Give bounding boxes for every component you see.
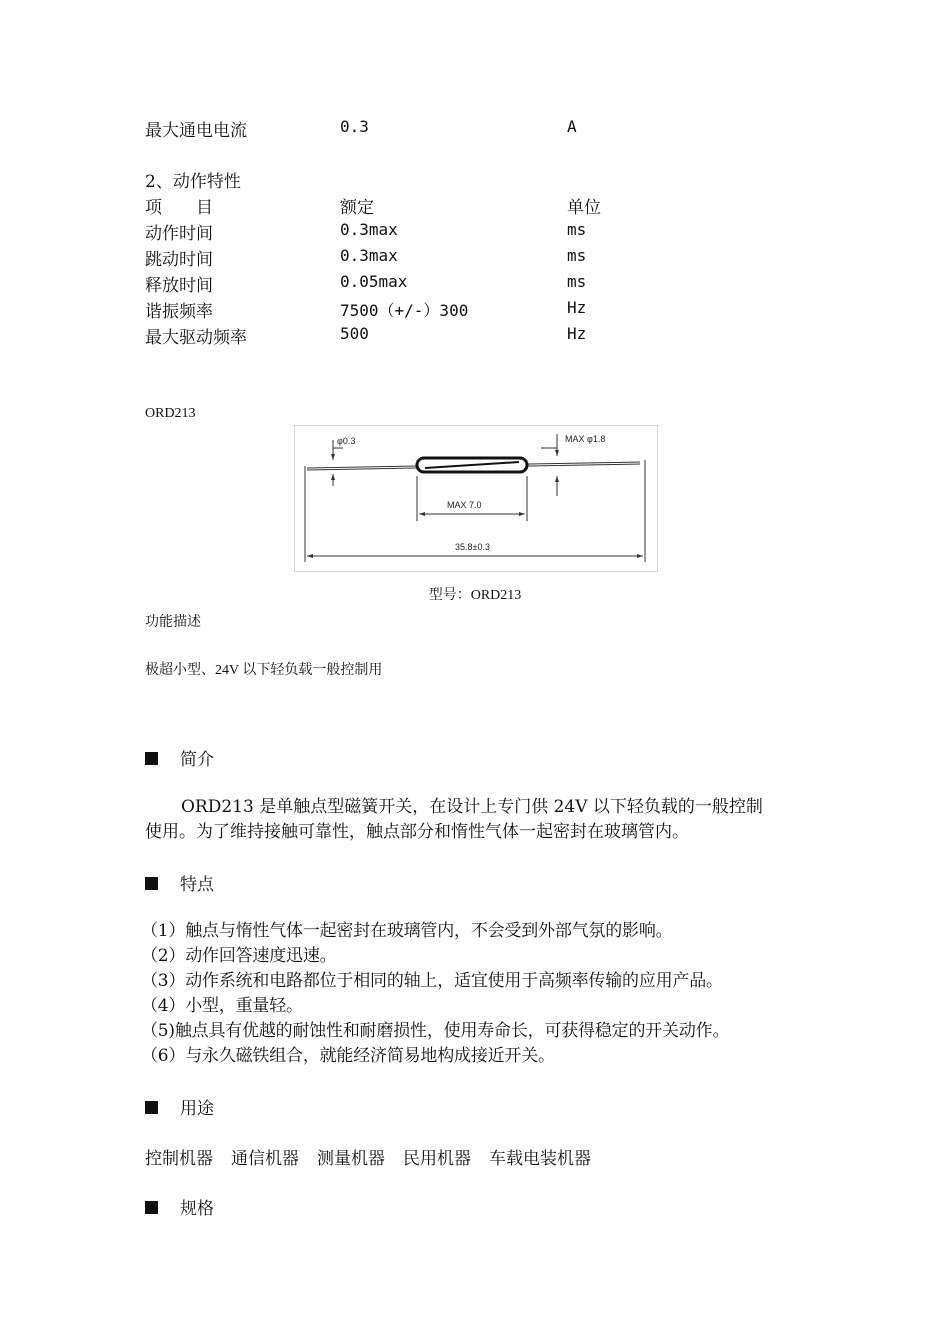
row-item: 谐振频率 [145,302,213,322]
model-label: ORD213 [145,406,196,421]
header-unit: 单位 [567,198,601,218]
features-list [141,919,821,1069]
arrow [555,450,559,456]
square-bullet-icon [145,752,158,765]
arrow [307,554,313,558]
section-title: 2、动作特性 [145,172,241,192]
list-item: （5)触点具有优越的耐蚀性和耐磨损性，使用寿命长，可获得稳定的开关动作。 [141,1021,730,1041]
header-rated: 额定 [340,198,374,218]
arrow [519,512,525,516]
arrow [637,554,643,558]
usage-list [145,1144,591,1169]
dimension-drawing [295,426,657,571]
row-item: 跳动时间 [145,250,213,270]
list-item: 测量机器 [317,1149,385,1169]
row-rated: 500 [340,324,369,343]
total-length-label: 35.8±0.3 [455,542,490,552]
header-item: 项 目 [145,198,213,218]
function-description: 极超小型、24V 以下轻负载一般控制用 [145,663,383,678]
reed-switch-diagram [294,425,658,572]
usage-heading: 用途 [145,1094,214,1119]
list-item: 民用机器 [403,1149,471,1169]
list-item: 控制机器 [145,1149,213,1169]
diagram-caption: 型号：ORD213 [428,588,522,603]
intro-heading: 简介 [145,745,214,770]
max-diameter-label: MAX φ1.8 [565,434,606,444]
square-bullet-icon [145,877,158,890]
intro-paragraph-cont: 使用。为了维持接触可靠性，触点部分和惰性气体一起密封在玻璃管内。 [145,822,689,842]
row-item: 释放时间 [145,276,213,296]
spec-heading: 规格 [145,1194,214,1219]
glass-length-label: MAX 7.0 [447,500,482,510]
function-title: 功能描述 [145,615,201,630]
row-item: 动作时间 [145,224,213,244]
row-unit: ms [567,220,587,239]
row-rated: 7500（+/-）300 [340,301,469,320]
list-item: （1）触点与惰性气体一起密封在玻璃管内，不会受到外部气氛的影响。 [141,921,673,941]
square-bullet-icon [145,1101,158,1114]
list-item: （3）动作系统和电路都位于相同的轴上，适宜使用于高频率传输的应用产品。 [141,971,723,991]
row-item: 最大驱动频率 [145,328,247,348]
list-item: 车载电装机器 [489,1149,591,1169]
max-current-label: 最大通电电流 [145,121,247,141]
row-rated: 0.05max [340,272,408,291]
arrow [419,512,425,516]
features-heading: 特点 [145,870,214,895]
list-item: 通信机器 [231,1149,299,1169]
row-unit: Hz [567,324,587,343]
row-unit: ms [567,272,587,291]
lead-diameter-label: φ0.3 [337,436,356,446]
list-item: （4）小型，重量轻。 [141,996,303,1016]
list-item: （2）动作回答速度迅速。 [141,946,337,966]
max-current-value: 0.3 [340,117,369,136]
row-rated: 0.3max [340,246,398,265]
square-bullet-icon [145,1201,158,1214]
row-unit: Hz [567,298,587,317]
list-item: （6）与永久磁铁组合，就能经济简易地构成接近开关。 [141,1046,555,1066]
max-current-unit: A [567,117,577,136]
arrow [555,476,559,482]
arrow [331,454,335,460]
row-rated: 0.3max [340,220,398,239]
row-unit: ms [567,246,587,265]
arrow [331,474,335,480]
intro-paragraph: ORD213 是单触点型磁簧开关，在设计上专门供 24V 以下轻负载的一般控制 [181,797,763,817]
